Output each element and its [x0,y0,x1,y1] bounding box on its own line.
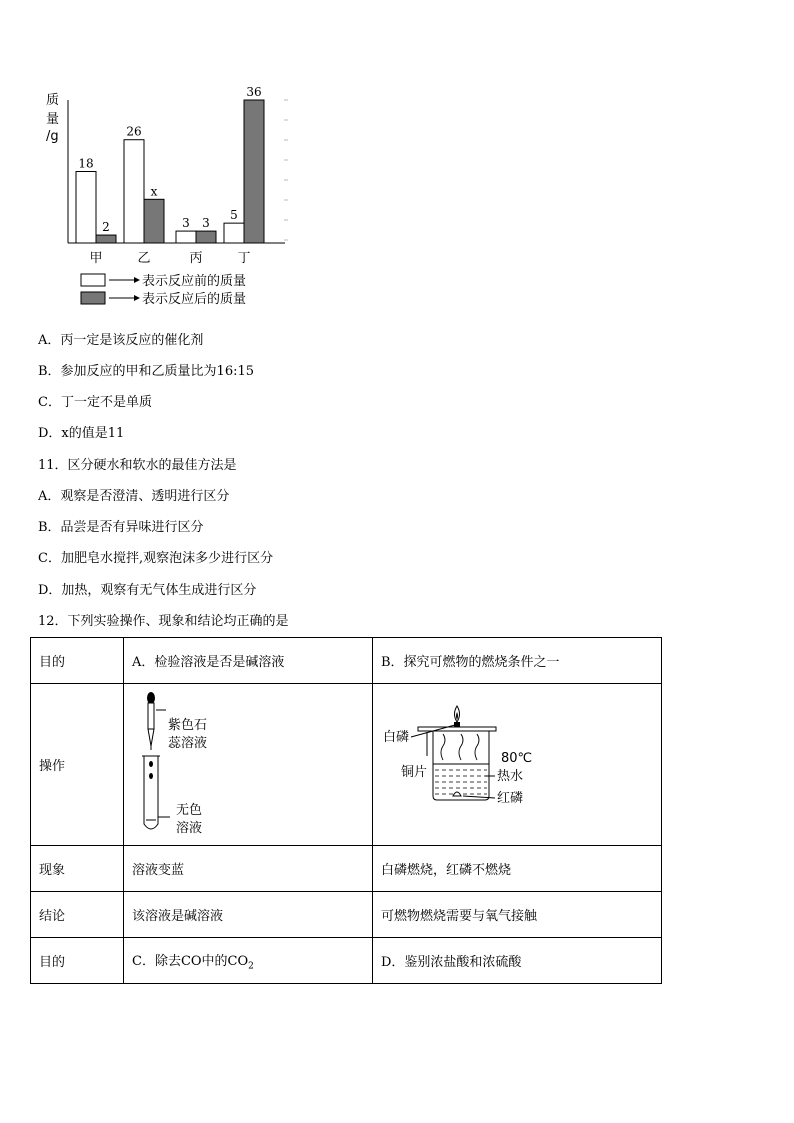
data-label-after-0: 2 [102,220,110,235]
copper-plate [418,727,496,731]
mass-bar-chart [0,0,300,320]
bar-before-1 [124,140,144,243]
data-label-after-1: x [150,184,158,199]
arrow-icon [134,277,140,283]
purpose2-label: 目的 [31,938,124,984]
category-label-2: 丙 [189,251,203,266]
red-p-label: 红磷 [497,791,524,806]
tube-label-2: 溶液 [176,821,203,836]
dropper-tube [148,703,154,729]
legend-swatch-after [81,292,105,304]
legend-label-before: 表示反应前的质量 [142,274,247,289]
category-label-1: 乙 [137,251,151,266]
q11-option-b: B．品尝是否有异味进行区分 [38,520,204,535]
bar-after-0 [96,235,116,243]
bar-after-3 [244,100,264,243]
data-label-before-2: 3 [182,216,190,231]
q11-stem: 11．区分硬水和软水的最佳方法是 [38,458,237,473]
q10-option-b: B．参加反应的甲和乙质量比为16:15 [38,364,255,379]
red-p-pointer [463,796,495,798]
y-axis-label-line1: 质 [46,93,60,108]
conclusion-a: 该溶液是碱溶液 [124,892,373,938]
purpose-c [124,938,373,984]
purpose-label: 目的 [31,638,124,684]
bar-before-0 [76,172,96,244]
q10-option-d: D．x的值是11 [38,426,125,441]
bar-before-3 [224,223,244,243]
data-label-after-2: 3 [202,216,210,231]
q11-option-a: A．观察是否澄清、透明进行区分 [38,489,230,504]
bar-after-1 [144,199,164,243]
bar-before-2 [176,231,196,243]
hot-water-label: 热水 [497,769,524,784]
drop-1 [149,761,153,767]
dropper-tip [148,729,154,746]
q11-option-c: C．加肥皂水搅拌,观察泡沫多少进行区分 [38,551,274,566]
phenomenon-b: 白磷燃烧，红磷不燃烧 [373,846,662,892]
copper-label: 铜片 [401,765,428,780]
tube-label-1: 无色 [176,803,203,818]
data-label-before-0: 18 [78,156,94,171]
dropper-bulb [147,692,155,704]
q12-stem: 12．下列实验操作、现象和结论均正确的是 [38,614,289,629]
red-phosphorus [453,792,461,796]
q10-option-a: A．丙一定是该反应的催化剂 [38,333,204,348]
right-tick-marks [284,100,288,240]
purpose-d: D．鉴别浓盐酸和浓硫酸 [373,938,662,984]
q10-option-c: C．丁一定不是单质 [38,395,152,410]
q12-table [30,637,662,984]
operation-label: 操作 [31,684,124,846]
legend [81,273,246,307]
arrow-icon [134,295,140,301]
conclusion-label: 结论 [31,892,124,938]
purpose-c-subscript: 2 [248,961,254,972]
y-axis-label-line2: 量 [46,112,60,127]
bar-after-2 [196,231,216,243]
dropper-label-1: 紫色石 [168,718,208,733]
combustion-beaker-figure [373,684,661,841]
category-label-3: 丁 [237,251,251,266]
legend-label-after: 表示反应后的质量 [142,292,247,307]
dropper-label-2: 蕊溶液 [168,736,208,751]
data-label-after-3: 36 [246,85,262,99]
operation-a-cell [124,684,373,846]
beaker [433,731,489,800]
purpose-a: A．检验溶液是否是碱溶液 [124,638,373,684]
q11-option-d: D．加热，观察有无气体生成进行区分 [38,583,257,598]
drop-2 [149,773,153,779]
steam-lines [441,734,479,760]
purpose-c-text: C．除去CO中的CO [132,953,249,969]
white-p-label: 白磷 [383,730,410,745]
data-label-before-1: 26 [126,124,142,139]
purpose-b: B．探究可燃物的燃烧条件之一 [373,638,662,684]
water-lines [435,770,487,794]
category-label-0: 甲 [89,251,103,266]
conclusion-b: 可燃物燃烧需要与氧气接触 [373,892,662,938]
data-label-before-3: 5 [230,208,238,223]
operation-b-cell [373,684,662,846]
legend-swatch-before [81,274,105,286]
dropper-test-tube-figure [124,684,364,841]
temp-label: 80℃ [501,751,533,766]
white-phosphorus [454,722,460,727]
phenomenon-label: 现象 [31,846,124,892]
phenomenon-a: 溶液变蓝 [124,846,373,892]
y-axis-label-line3: /g [46,129,59,144]
